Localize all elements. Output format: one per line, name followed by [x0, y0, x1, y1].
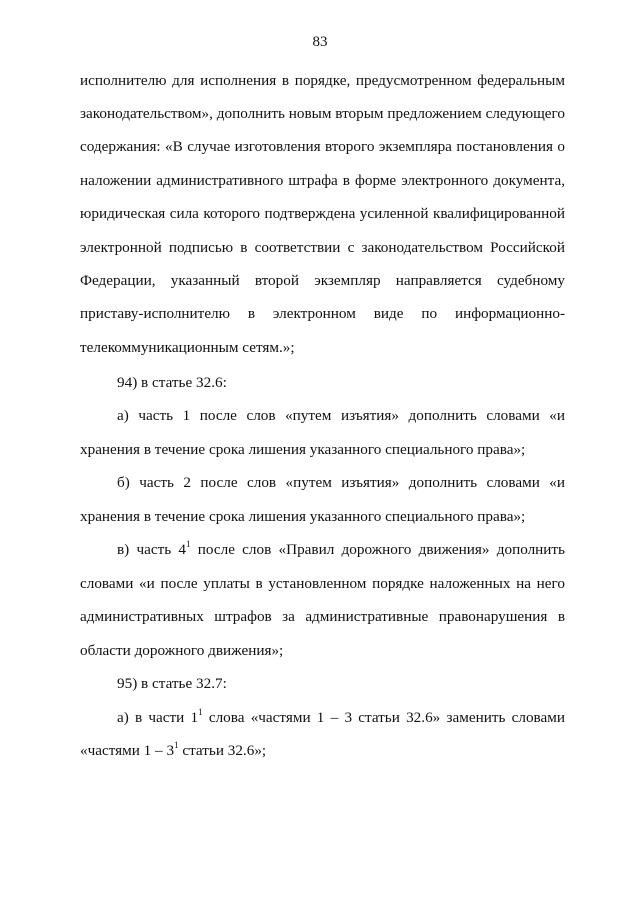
- text-fragment: а) в части 1: [117, 709, 199, 726]
- text-line: [80, 741, 565, 761]
- text-line: словами «и после уплаты в установленном порядке наложенных на него: [80, 575, 565, 592]
- item-heading: 95) в статье 32.7:: [117, 675, 227, 692]
- text-fragment: в) часть 4: [117, 541, 187, 558]
- text-line: приставу-исполнителю в электронном виде по информационно-: [80, 305, 565, 322]
- text-line: области дорожного движения»;: [80, 642, 284, 659]
- text-line: б) часть 2 после слов «путем изъятия» дополнить словами «и: [117, 474, 565, 491]
- text-line: исполнителю для исполнения в порядке, предусмотренном федеральным: [80, 72, 565, 89]
- text-line: юридическая сила которого подтверждена усиленной квалифицированной: [80, 205, 565, 222]
- text-line: [117, 540, 565, 560]
- superscript: 1: [174, 739, 179, 750]
- text-fragment: слова «частями 1 – 3 статьи 32.6» заменить словами: [202, 709, 565, 726]
- text-line: [117, 708, 565, 728]
- text-line: Федерации, указанный второй экземпляр направляется судебному: [80, 272, 565, 289]
- text-fragment: после слов «Правил дорожного движения» дополнить: [190, 541, 565, 558]
- text-line: административных штрафов за административные правонарушения в: [80, 608, 565, 625]
- text-line: хранения в течение срока лишения указанного специального права»;: [80, 508, 526, 525]
- text-fragment: статьи 32.6»;: [178, 742, 267, 759]
- text-line: а) часть 1 после слов «путем изъятия» дополнить словами «и: [117, 407, 565, 424]
- text-line: наложении административного штрафа в форме электронного документа,: [80, 172, 565, 189]
- text-line: хранения в течение срока лишения указанного специального права»;: [80, 441, 526, 458]
- text-line: телекоммуникационным сетям.»;: [80, 339, 295, 356]
- superscript: 1: [186, 538, 191, 549]
- item-heading: 94) в статье 32.6:: [117, 374, 227, 391]
- text-line: электронной подписью в соответствии с законодательством Российской: [80, 239, 565, 256]
- text-line: содержания: «В случае изготовления второго экземпляра постановления о: [80, 138, 565, 155]
- superscript: 1: [198, 706, 203, 717]
- text-line: законодательством», дополнить новым вторым предложением следующего: [80, 105, 565, 122]
- page-number: 83: [312, 34, 328, 50]
- text-fragment: «частями 1 – 3: [80, 742, 175, 759]
